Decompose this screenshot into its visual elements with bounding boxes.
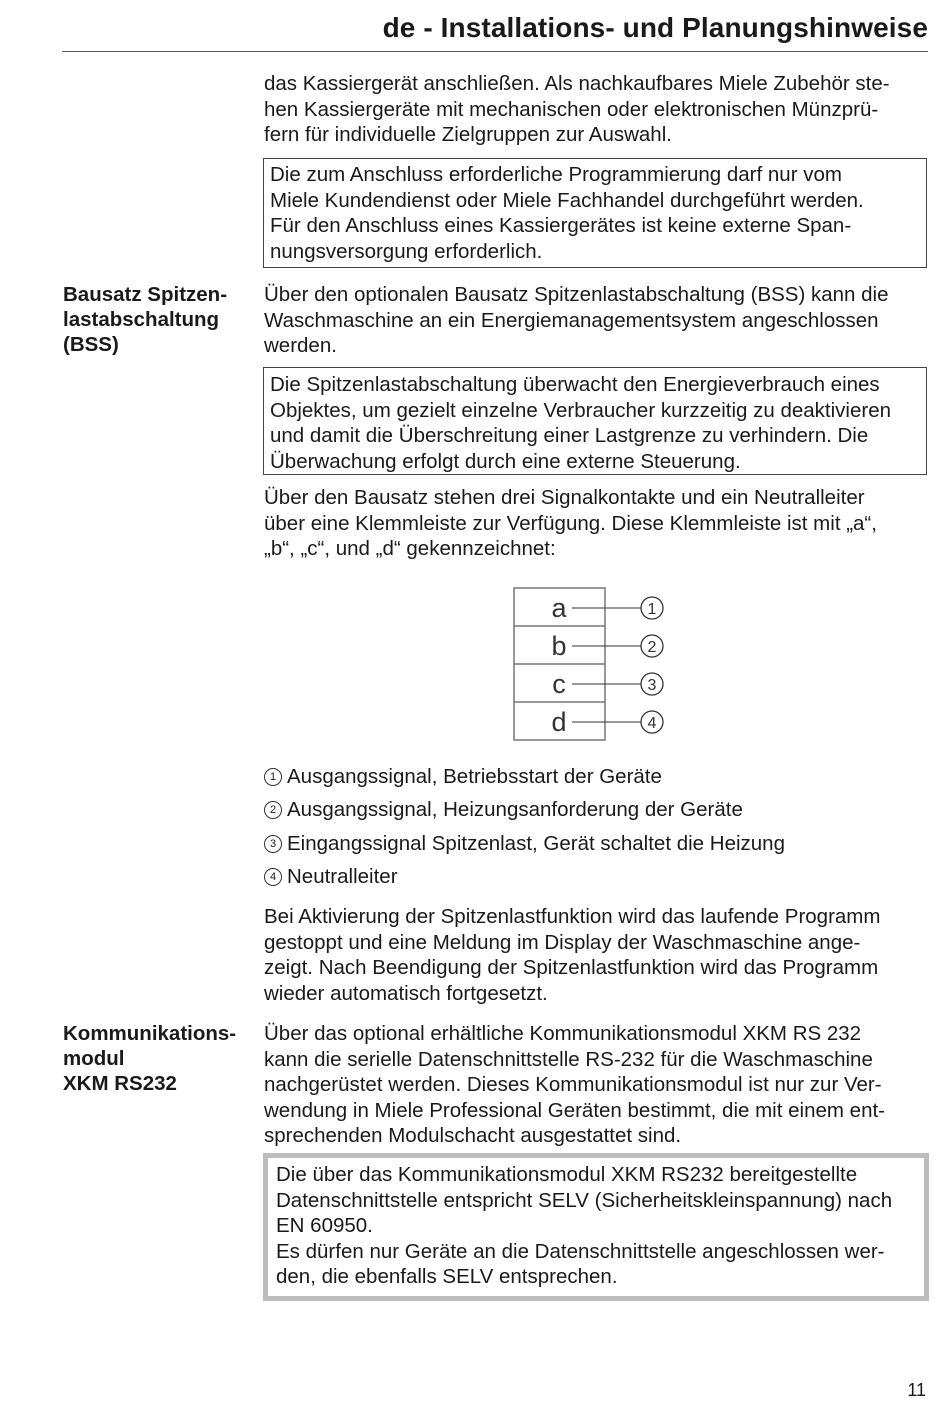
- legend-number: 1: [264, 768, 282, 786]
- intro-line: hen Kassiergeräte mit mechanischen oder elektronischen Münzprü-: [264, 97, 879, 121]
- terminal-strip-diagram: [500, 582, 680, 747]
- note-line: Objektes, um gezielt einzelne Verbraucher kurzzeitig zu deaktivieren: [270, 398, 892, 422]
- heading-line: Bausatz Spitzen-: [63, 283, 228, 306]
- heading-line: Kommunikations-: [63, 1022, 237, 1045]
- note-line: Die zum Anschluss erforderliche Programmierung darf nur vom: [270, 163, 842, 186]
- note-line: Datenschnittstelle entspricht SELV (Sicherheitskleinspannung) nach: [276, 1188, 893, 1212]
- terminal-label-d: d: [551, 707, 567, 737]
- intro-line: das Kassiergerät anschließen. Als nachkaufbares Miele Zubehör ste-: [264, 72, 890, 95]
- paragraph-line: Über den optionalen Bausatz Spitzenlastabschaltung (BSS) kann die: [264, 283, 889, 306]
- paragraph-line: Über den Bausatz stehen drei Signalkontakte und ein Neutralleiter: [264, 486, 865, 509]
- marker-number-4: 4: [647, 715, 657, 732]
- paragraph-line: Waschmaschine an ein Energiemanagementsystem angeschlossen: [264, 308, 879, 332]
- legend-item: [264, 831, 785, 856]
- paragraph-line: über eine Klemmleiste zur Verfügung. Diese Klemmleiste ist mit „a“,: [264, 511, 877, 535]
- bss-section-heading: [63, 282, 253, 357]
- page-title: de - Installations- und Planungshinweise: [382, 12, 928, 43]
- note-line: Es dürfen nur Geräte an die Datenschnittstelle angeschlossen wer-: [276, 1239, 885, 1263]
- legend-item: [264, 864, 398, 889]
- bss-intro-paragraph: [264, 282, 928, 359]
- heading-line: (BSS): [63, 333, 119, 356]
- note-line: und damit die Überschreitung einer Lastgrenze zu verhindern. Die: [270, 424, 869, 447]
- xkm-section-heading: [63, 1021, 253, 1096]
- note-line: EN 60950.: [276, 1214, 373, 1237]
- legend-text: Neutralleiter: [287, 865, 398, 888]
- terminal-label-a: a: [551, 593, 567, 623]
- paragraph-line: wieder automatisch fortgesetzt.: [264, 981, 548, 1005]
- note-line: den, die ebenfalls SELV entsprechen.: [276, 1265, 618, 1288]
- intro-line: fern für individuelle Zielgruppen zur Auswahl.: [264, 123, 672, 146]
- paragraph-line: nachgerüstet werden. Dieses Kommunikationsmodul ist nur zur Ver-: [264, 1073, 882, 1096]
- heading-line: XKM RS232: [63, 1072, 177, 1095]
- paragraph-line: sprechenden Modulschacht ausgestattet sind.: [264, 1124, 682, 1147]
- xkm-intro-paragraph: [264, 1021, 928, 1149]
- paragraph-line: Über das optional erhältliche Kommunikationsmodul XKM RS 232: [264, 1022, 862, 1045]
- note-line: Die über das Kommunikationsmodul XKM RS232 bereitgestellte: [276, 1163, 858, 1186]
- terminal-label-c: c: [552, 669, 566, 699]
- note-line: Überwachung erfolgt durch eine externe Steuerung.: [270, 449, 741, 473]
- paragraph-line: zeigt. Nach Beendigung der Spitzenlastfunktion wird das Programm: [264, 956, 879, 979]
- page-number: 11: [907, 1380, 926, 1400]
- selv-note-box: [263, 1153, 929, 1301]
- note-line: nungsversorgung erforderlich.: [270, 239, 543, 263]
- heading-line: lastabschaltung: [63, 308, 220, 331]
- intro-paragraph: [264, 71, 928, 148]
- legend-text: Ausgangssignal, Heizungsanforderung der Geräte: [287, 798, 743, 821]
- legend-number: 4: [264, 868, 282, 886]
- legend-item: [264, 764, 662, 789]
- legend-number: 3: [264, 835, 282, 853]
- programming-note-box: [263, 158, 927, 268]
- note-line: Für den Anschluss eines Kassiergerätes ist keine externe Span-: [270, 214, 852, 237]
- activation-paragraph: [264, 904, 928, 1006]
- heading-line: modul: [63, 1047, 125, 1070]
- legend-number: 2: [264, 801, 282, 819]
- terminal-paragraph: [264, 485, 928, 562]
- paragraph-line: kann die serielle Datenschnittstelle RS-232 für die Waschmaschine: [264, 1047, 873, 1071]
- paragraph-line: Bei Aktivierung der Spitzenlastfunktion wird das laufende Programm: [264, 905, 881, 928]
- peak-load-note-box: [263, 367, 927, 475]
- header-divider: [62, 51, 928, 52]
- legend-text: Eingangssignal Spitzenlast, Gerät schaltet die Heizung: [287, 832, 785, 855]
- marker-number-1: 1: [647, 601, 657, 618]
- paragraph-line: gestoppt und eine Meldung im Display der Waschmaschine ange-: [264, 930, 861, 954]
- paragraph-line: werden.: [264, 334, 337, 357]
- paragraph-line: „b“, „c“, und „d“ gekennzeichnet:: [264, 537, 556, 560]
- legend-text: Ausgangssignal, Betriebsstart der Geräte: [287, 765, 662, 788]
- note-line: Miele Kundendienst oder Miele Fachhandel durchgeführt werden.: [270, 188, 864, 212]
- legend-item: [264, 797, 743, 822]
- paragraph-line: wendung in Miele Professional Geräten bestimmt, die mit einem ent-: [264, 1098, 885, 1122]
- note-line: Die Spitzenlastabschaltung überwacht den Energieverbrauch eines: [270, 373, 880, 396]
- marker-number-3: 3: [647, 677, 657, 694]
- marker-number-2: 2: [647, 639, 657, 656]
- terminal-label-b: b: [551, 631, 567, 661]
